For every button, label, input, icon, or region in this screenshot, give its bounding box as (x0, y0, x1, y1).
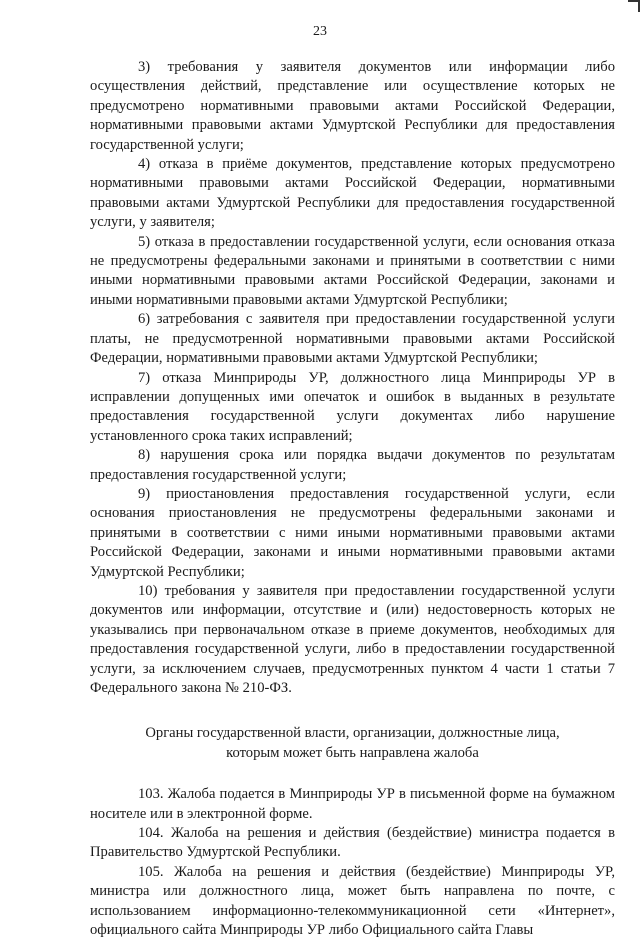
paragraph-item-6: 6) затребования с заявителя при предоставлении государственной услуги платы, не предусмотренной нормативными правовыми актами Российской Федерации, нормативными правовыми актами Удмуртской Республики; (90, 311, 615, 367)
paragraph-item-3: 3) требования у заявителя документов или информации либо осуществления действий, представление или осуществление которых не предусмотрено нормативными правовыми актами Российской Федерации, нормативными правовыми актами Удмуртской Республики для предоставления государственной услуги; (90, 59, 615, 153)
paragraph-item-7: 7) отказа Минприроды УР, должностного лица Минприроды УР в исправлении допущенных ими опечаток и ошибок в выданных в результате предоставления государственной услуги документах либо нарушение установленного срока таких исправлений; (90, 369, 615, 444)
paragraph-item-4: 4) отказа в приёме документов, представление которых предусмотрено нормативными правовыми актами Российской Федерации, нормативными правовыми актами Удмуртской Республики для предоставления государственной услуги, у заявителя; (90, 156, 615, 231)
section-heading-line-1: Органы государственной власти, организации, должностные лица, (145, 725, 560, 742)
page-number: 23 (313, 24, 327, 39)
paragraph-104: 104. Жалоба на решения и действия (бездействие) министра подается в Правительство Удмуртской Республики. (90, 825, 615, 861)
paragraph-105: 105. Жалоба на решения и действия (бездействие) Минприроды УР, министра или должностного лица, может быть направлена по почте, с использованием информационно-телекоммуникационной сети «Интернет», официального сайта Минприроды УР либо Официального сайта Главы (90, 863, 615, 939)
paragraph-item-8: 8) нарушения срока или порядка выдачи документов по результатам предоставления государственной услуги; (90, 447, 615, 483)
paragraph-item-9: 9) приостановления предоставления государственной услуги, если основания приостановления не предусмотрены федеральными законами и принятыми в соответствии с ними иными нормативными правовыми актами Российской Федерации, законами и иными нормативными правовыми актами Удмуртской Республики; (90, 485, 615, 580)
corner-mark (628, 0, 640, 12)
paragraph-item-5: 5) отказа в предоставлении государственной услуги, если основания отказа не предусмотрены федеральными законами и принятыми в соответствии с ними иными нормативными правовыми актами Российской Федерации, законами и иными нормативными правовыми актами Удмуртской Республики; (90, 233, 615, 308)
document-body (90, 58, 615, 940)
paragraph-item-10: 10) требования у заявителя при предоставлении государственной услуги документов или информации, отсутствие и (или) недостоверность которых не указывались при первоначальном отказе в приеме документов, необходимых для предоставления государственной услуги, либо в предоставлении государственной услуги, за исключением случаев, предусмотренных пунктом 4 части 1 статьи 7 Федерального закона № 210-ФЗ. (90, 582, 615, 696)
paragraph-103: 103. Жалоба подается в Минприроды УР в письменной форме на бумажном носителе или в электронной форме. (90, 786, 615, 822)
section-heading (90, 724, 615, 763)
section-heading-line-2: которым может быть направлена жалоба (226, 744, 479, 761)
